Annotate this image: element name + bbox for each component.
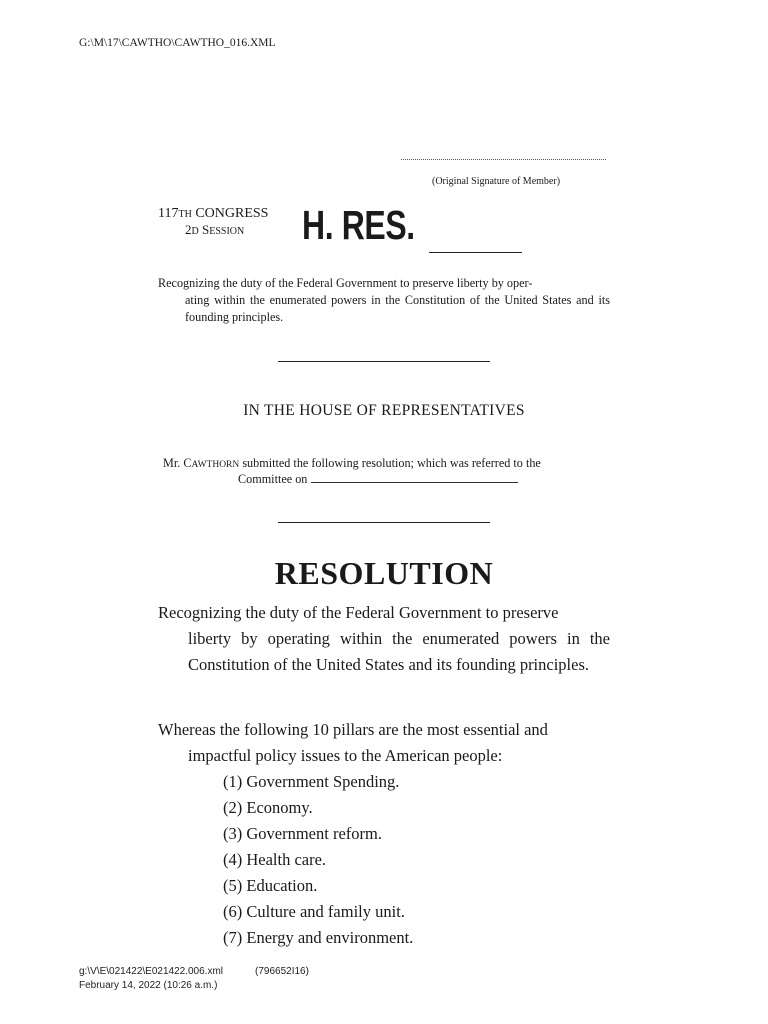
- resolution-title-paragraph: [158, 600, 610, 678]
- chamber-heading: IN THE HOUSE OF REPRESENTATIVES: [243, 402, 525, 419]
- sponsor-name: AWTHORN: [191, 460, 240, 470]
- divider-rule: [278, 361, 490, 362]
- signature-line: [401, 153, 606, 160]
- list-item: (2) Economy.: [223, 798, 313, 817]
- session-suffix: D: [191, 226, 199, 237]
- session-word: ESSION: [209, 226, 245, 237]
- whereas-clause: [158, 717, 610, 769]
- congress-suffix: TH: [178, 209, 192, 220]
- list-item: (5) Education.: [223, 876, 318, 895]
- file-path-header: G:\M\17\CAWTHO\CAWTHO_016.XML: [79, 37, 276, 49]
- whereas-continuation: impactful policy issues to the American people:: [188, 746, 503, 765]
- whereas-first-line: Whereas the following 10 pillars are the most essential and: [158, 720, 548, 739]
- congress-label: [158, 206, 268, 223]
- summary-first-line: Recognizing the duty of the Federal Government to preserve liberty by oper-: [158, 276, 533, 290]
- bill-number-blank: [429, 252, 522, 253]
- title-para-continuation: liberty by operating within the enumerated powers in the Constitution of the United States and its founding principles.: [188, 629, 610, 674]
- session-number: 2: [185, 222, 192, 237]
- committee-line: [238, 472, 518, 487]
- sponsor-name-initial: C: [183, 456, 192, 470]
- pillars-list: [223, 769, 413, 951]
- list-item: (1) Government Spending.: [223, 772, 400, 791]
- title-para-first-line: Recognizing the duty of the Federal Government to preserve: [158, 603, 559, 622]
- resolution-title: RESOLUTION: [274, 555, 494, 591]
- list-item: (7) Energy and environment.: [223, 928, 414, 947]
- list-item: (4) Health care.: [223, 850, 327, 869]
- divider-rule: [278, 522, 490, 523]
- list-item: (6) Culture and family unit.: [223, 902, 405, 921]
- session-word-first: S: [201, 222, 210, 237]
- footer-doc-id: (796652I16): [255, 966, 309, 977]
- committee-label: Committee on: [238, 472, 308, 486]
- signature-caption: (Original Signature of Member): [432, 176, 561, 187]
- footer-date: February 14, 2022 (10:26 a.m.): [79, 980, 218, 991]
- committee-blank: [311, 472, 518, 483]
- sponsor-action: submitted the following resolution; which was referred to the: [242, 456, 541, 470]
- sponsor-prefix: Mr.: [163, 456, 181, 470]
- summary-continuation: ating within the enumerated powers in the Constitution of the United States and its founding principles.: [185, 293, 610, 325]
- congress-number: 117: [158, 206, 179, 221]
- congress-word: CONGRESS: [195, 206, 269, 221]
- session-label: [185, 222, 244, 238]
- bill-designation: H. RES.: [302, 202, 415, 248]
- list-item: (3) Government reform.: [223, 824, 382, 843]
- bill-summary: [158, 275, 610, 327]
- footer-xml-path: g:\V\E\021422\E021422.006.xml: [79, 966, 223, 977]
